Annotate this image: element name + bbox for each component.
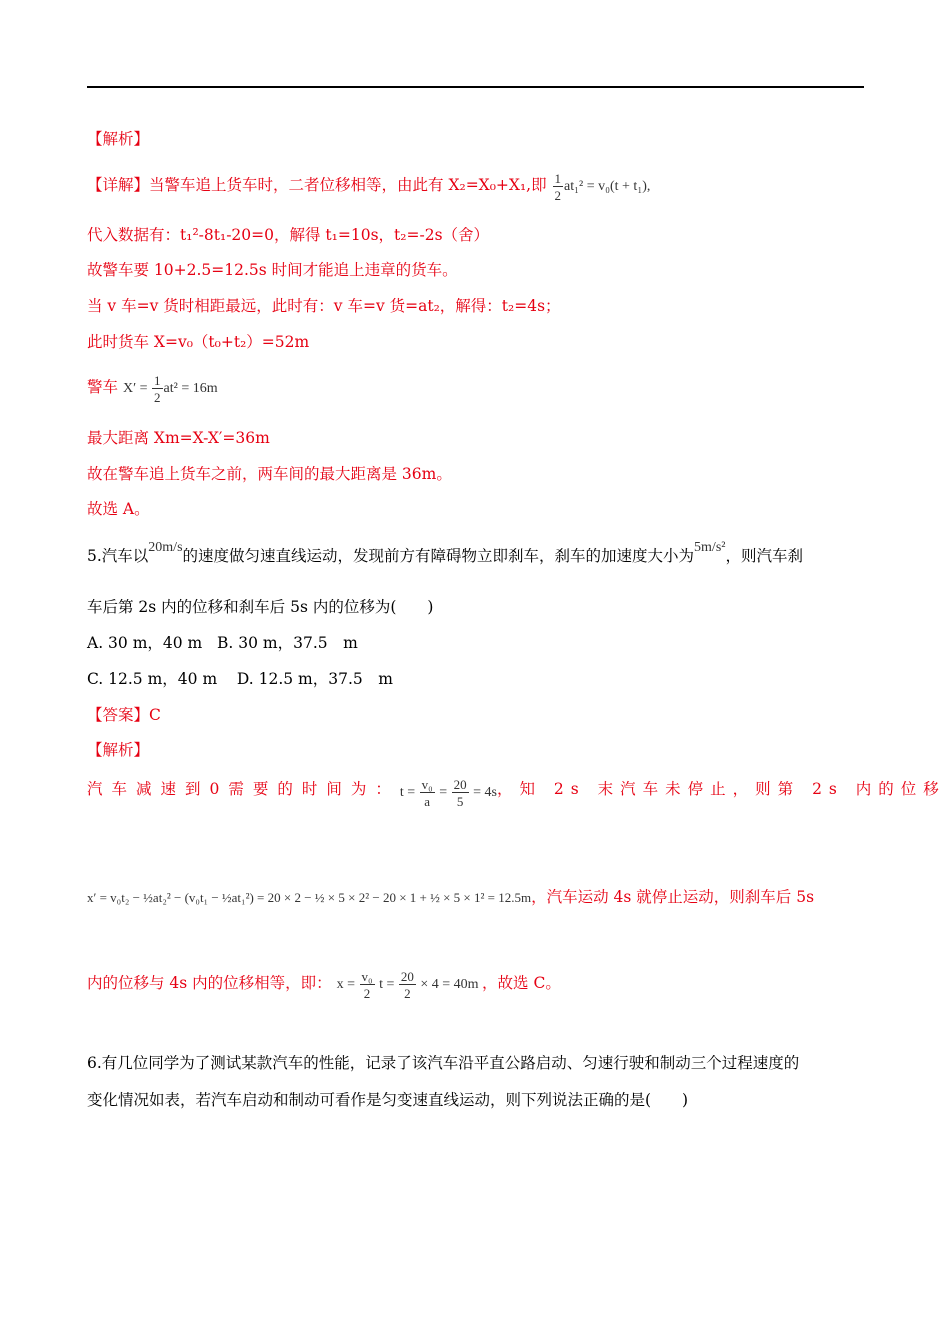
question-5-line-2: 车后第 2s 内的位移和刹车后 5s 内的位移为( ) [87,598,434,616]
solution-line-3: 故警车要 10+2.5=12.5s 时间才能追上违章的货车。 [87,261,458,279]
answer-tag: 【答案】 [87,706,150,724]
equation-4: x′ = v₀t₂ − ½at₂² − (v₀t₁ − ½at₁²) = 20 × 2 − ½ × 5 × 2² − 20 × 1 + ½ × 5 × 1² = 12.5m [87,890,532,905]
solution-line-9: 故选 A。 [87,500,150,518]
answer-line [87,704,161,726]
solution-line-6: 警车 X′ = $\frac{1}{2}$ at² = 16m [87,373,218,405]
equation-1: $\frac{1}{2}$ at₁² = v₀(t + t₁), [554,171,651,203]
options-row-1 [87,632,358,654]
option-a: A. 30 m，40 m [87,634,203,652]
analysis-tag-2: 【解析】 [87,741,150,759]
detail-line-1: 【详解】当警车追上货车时，二者位移相等，由此有 X₂=X₀+X₁,即 $\frac{1}{2}$ at₁² = v₀(t + t₁), [87,171,651,203]
analysis-tag: 【解析】 [87,130,150,148]
solution-line-7: 最大距离 Xm=X-X′=36m [87,429,270,447]
equation-2: X′ = $\frac{1}{2}$ at² = 16m [122,373,218,405]
solution-line-4: 当 v 车=v 货时相距最远，此时有：v 车=v 货=at₂，解得：t₂=4s； [87,297,561,315]
question-6-line-1: 6.有几位同学为了测试某款汽车的性能，记录了该汽车沿平直公路启动、匀速行驶和制动三个过程速度的 [87,1054,800,1072]
solution-line-8: 故在警车追上货车之前，两车间的最大距离是 36m。 [87,465,452,483]
answer-value: C [149,706,161,724]
equation-3: t = $\frac{\text{v₀}}{a}$ = $\frac{20}{5}$ = 4s [399,777,497,809]
equation-5: x = $\frac{\text{v₀}}{2}$ t = $\frac{20}{2}$ × 4 = 40m [336,969,479,1001]
solution-line-5: 此时货车 X=v₀（t₀+t₂）=52m [87,333,310,351]
solution-line-2: 代入数据有：t₁²-8t₁-20=0，解得 t₁=10s，t₂=-2s（舍） [87,226,490,244]
option-d: D. 12.5 m，37.5 m [236,670,393,688]
option-b: B. 30 m，37.5 m [217,634,358,652]
detail-tag: 【详解】 [87,176,150,195]
header-rule [87,86,864,88]
option-c: C. 12.5 m，40 m [87,670,218,688]
q5-solution-line-3: 内的位移与 4s 内的位移相等，即： x = $\frac{\text{v₀}}{2}$ t = $\frac{20}{2}$ × 4 = 40m ，故选 C。 [87,969,561,1001]
q5-solution-line-1: 汽车减速到0需要的时间为： t = $\frac{\text{v₀}}{a}$ = $\frac{20}{5}$ = 4s ，知 2s 末汽车未停止，则第 2s 内的位移 [87,777,946,809]
options-row-2 [87,668,393,690]
q5-solution-line-2: x′ = v₀t₂ − ½at₂² − (v₀t₁ − ½at₁²) = 20 × 2 − ½ × 5 × 2² − 20 × 1 + ½ × 5 × 1² = 12.5m，汽车运动 4s 就停止运动，则刹车后 5s [87,888,815,906]
question-5-line-1: 5.汽车以20m/s的速度做匀速直线运动，发现前方有障碍物立即刹车，刹车的加速度大小为5m/s²，则汽车刹 [87,540,803,565]
question-6-line-2: 变化情况如表，若汽车启动和制动可看作是匀变速直线运动，则下列说法正确的是( ) [87,1091,689,1109]
